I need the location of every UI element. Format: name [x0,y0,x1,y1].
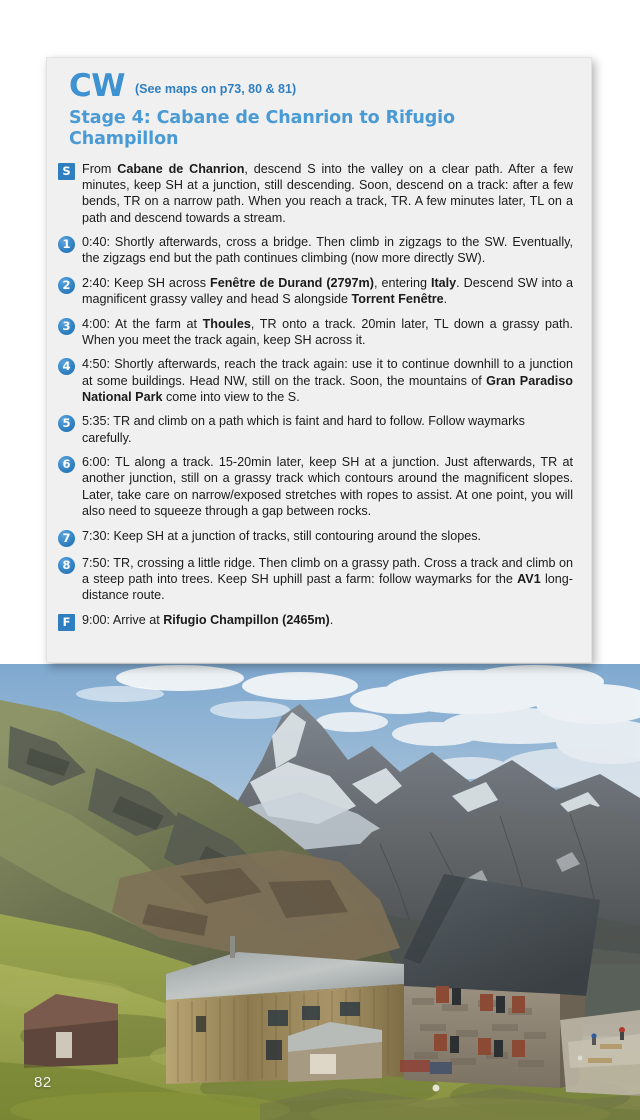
maps-reference-note: (See maps on p73, 80 & 81) [134,82,297,97]
step-text [82,234,573,267]
step-text [82,316,573,349]
route-step [58,316,573,349]
step-text-run: 4:00: At the farm at [82,316,203,331]
step-marker-badge: S [58,163,75,180]
step-text-run: , descend S into the valley on a clear path. After a few minutes, keep SH at a junction, still descending. Soon, descend on a track: after a few bends, TR on a narrow path. When you reach a track, TR. A few minutes later, TL on a path and descend towards a stream. [82,161,573,225]
step-text [82,454,573,519]
route-step [58,555,573,604]
step-marker-badge: 1 [58,236,75,253]
step-text [82,275,573,308]
step-text-run: 4:50: Shortly afterwards, reach the track again: use it to continue downhill to a junction at some buildings. Head NW, still on the track. Soon, the mountains of [82,357,573,388]
card-header [57,68,573,104]
route-steps-list [57,161,573,631]
route-step [58,413,573,446]
step-text-emphasis: AV1 [517,571,541,586]
step-text [82,612,573,628]
step-marker-badge: 5 [58,415,75,432]
route-step [58,356,573,405]
step-text-emphasis: Thoules [202,316,251,331]
step-text-run: 7:50: TR, crossing a little ridge. Then climb on a grassy path. Cross a track and climb on a steep path into trees. Keep SH uphill past a farm: follow waymarks for the [82,555,573,586]
step-text-emphasis: Gran Paradiso National Park [82,373,573,404]
route-step [58,612,573,631]
page-number: 82 [34,1074,52,1091]
cw-logo: CW [69,68,125,104]
step-text-emphasis: Cabane de Chanrion [117,161,245,176]
step-text-run: . [329,612,334,627]
step-text-run: come into view to the S. [162,390,300,404]
step-text-run: 9:00: Arrive at [82,612,164,627]
step-text-run: 5:35: TR and climb on a path which is faint and hard to follow. Follow waymarks carefully. [82,414,525,445]
route-step [58,275,573,308]
page-title: Stage 4: Cabane de Chanrion to Rifugio Champillon [69,108,455,150]
step-text-run: long-distance route. [82,571,573,603]
step-text-run: 0:40: Shortly afterwards, cross a bridge. Then climb in zigzags to the SW. Eventually, the zigzags end but the path continues climbing (now more directly SW). [82,235,573,266]
step-text-run: . Descend SW into a magnificent grassy valley and head S alongside [82,275,573,307]
step-text-run: , entering [373,275,431,290]
step-marker-badge: 6 [58,456,75,473]
step-text-emphasis: Rifugio Champillon (2465m) [163,612,330,627]
step-marker-badge: 7 [58,530,75,547]
route-description-card [46,57,592,663]
refuge-photo [0,664,640,1120]
step-text-run: From [82,161,118,176]
route-step [58,454,573,519]
route-step [58,234,573,267]
step-text-run: 2:40: Keep SH across [82,275,211,290]
step-text-emphasis: Torrent Fenêtre [351,292,444,307]
step-text-run: , TR onto a track. 20min later, TL down a grassy path. When you meet the track again, keep SH across it. [82,316,574,347]
step-marker-badge: F [58,614,75,631]
step-text [82,161,573,226]
step-marker-badge: 3 [58,318,75,335]
step-marker-badge: 4 [58,358,75,375]
step-text [82,356,573,405]
route-step [58,161,573,226]
step-text [82,413,573,446]
step-text-run: 7:30: Keep SH at a junction of tracks, still contouring around the slopes. [82,528,482,543]
step-marker-badge: 2 [58,277,75,294]
step-text [82,555,573,604]
route-step [58,528,573,547]
step-text-emphasis: Fenêtre de Durand (2797m) [210,275,374,290]
step-marker-badge: 8 [58,557,75,574]
step-text-emphasis: Italy [430,275,457,290]
step-text [82,528,573,544]
step-text-run: . [443,292,448,307]
photo-illustration [0,664,640,1120]
step-text-run: 6:00: TL along a track. 15-20min later, keep SH at a junction. Just afterwards, TR at another junction, still on a grassy track which contours around the magnificent slopes. Later, take care on narrow/exposed stretches with ropes to assist. At one point, you will also need to squeeze through a gap between rocks. [82,455,573,519]
